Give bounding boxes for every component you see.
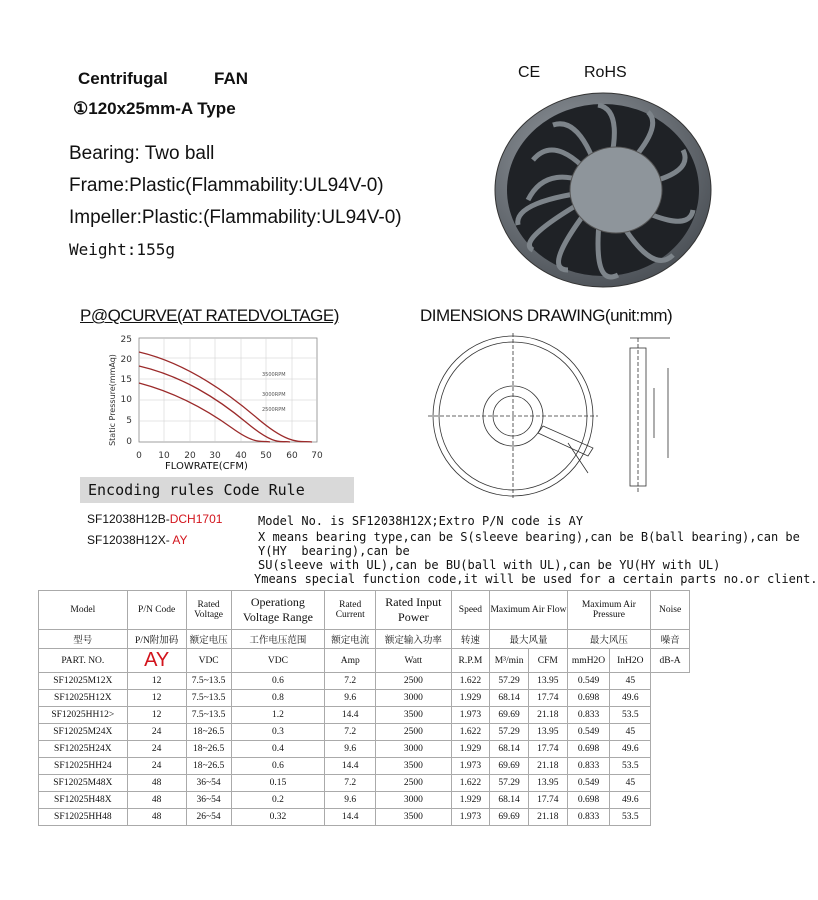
col-op-voltage: Operationg Voltage Range [231, 591, 325, 630]
unit-cell: M³/min [490, 649, 529, 673]
table-cell: 14.4 [325, 707, 376, 724]
spec-impeller: Impeller:Plastic:(Flammability:UL94V-0) [69, 207, 402, 228]
table-cell: 36~54 [186, 792, 231, 809]
table-cell: 0.32 [231, 809, 325, 826]
table-cell: 45 [610, 775, 651, 792]
table-cell: 53.5 [610, 758, 651, 775]
unit-cell: R.P.M [451, 649, 490, 673]
table-row [39, 707, 690, 724]
table-cell: 0.698 [567, 741, 610, 758]
table-cell: 1.929 [451, 792, 490, 809]
table-cell: SF12025HH48 [39, 809, 128, 826]
table-cell: 12 [127, 707, 186, 724]
col-pn-cn: P/N附加码 [127, 630, 186, 649]
y-tick: 20 [120, 355, 132, 365]
curve-label: 3000RPM [262, 392, 286, 398]
y-axis-label: Static Pressure(mmAq) [108, 354, 117, 446]
table-cell: 24 [127, 758, 186, 775]
table-cell: 53.5 [610, 809, 651, 826]
encoding-desc-3: Y(HY bearing),can be [258, 544, 410, 558]
table-cell: SF12025M12X [39, 673, 128, 690]
table-cell: SF12025HH12> [39, 707, 128, 724]
dimensions-title: DIMENSIONS DRAWING(unit:mm) [420, 306, 673, 325]
unit-cell: dB-A [651, 649, 690, 673]
ce-badge: CE [518, 64, 541, 81]
col-rated-current-cn: 额定电流 [325, 630, 376, 649]
table-cell: 68.14 [490, 792, 529, 809]
table-cell: 0.833 [567, 809, 610, 826]
table-cell: 9.6 [325, 741, 376, 758]
col-model-cn: 型号 [39, 630, 128, 649]
x-tick: 30 [209, 451, 221, 461]
table-cell: 0.2 [231, 792, 325, 809]
table-row [39, 809, 690, 826]
col-airflow: Maximum Air Flow [490, 591, 567, 630]
table-cell: 69.69 [490, 758, 529, 775]
units-row [39, 649, 690, 673]
table-cell: 0.698 [567, 792, 610, 809]
x-tick: 70 [311, 451, 323, 461]
product-type: FAN [214, 69, 248, 88]
table-cell: 49.6 [610, 690, 651, 707]
fan-photo [488, 90, 714, 290]
table-cell: 24 [127, 724, 186, 741]
table-cell: 0.3 [231, 724, 325, 741]
table-cell: 3500 [376, 758, 451, 775]
y-tick: 25 [120, 335, 132, 345]
table-row [39, 758, 690, 775]
table-row [39, 690, 690, 707]
y-tick: 5 [126, 416, 132, 426]
unit-cell: mmH2O [567, 649, 610, 673]
col-rated-voltage: Rated Voltage [186, 591, 231, 630]
table-cell: 1.2 [231, 707, 325, 724]
table-cell: 45 [610, 724, 651, 741]
table-cell: 12 [127, 690, 186, 707]
x-tick: 20 [184, 451, 196, 461]
table-cell: 0.833 [567, 758, 610, 775]
spec-table [38, 590, 690, 826]
dimensions-drawing [418, 328, 698, 498]
table-cell: 69.69 [490, 809, 529, 826]
unit-cell: PART. NO. [39, 649, 128, 673]
table-cell: 3000 [376, 741, 451, 758]
spec-bearing: Bearing: Two ball [69, 143, 215, 164]
col-noise: Noise [651, 591, 690, 630]
table-row [39, 775, 690, 792]
table-cell: 0.6 [231, 673, 325, 690]
encoding-desc-4: SU(sleeve with UL),can be BU(ball with UL),can be YU(HY with UL) [258, 558, 721, 572]
encoding-title: Encoding rules Code Rule [80, 477, 354, 503]
table-cell: SF12025M24X [39, 724, 128, 741]
table-cell: 68.14 [490, 741, 529, 758]
table-cell: 17.74 [528, 741, 567, 758]
table-cell: 2500 [376, 724, 451, 741]
col-rated-power: Rated Input Power [376, 591, 451, 630]
table-cell: 0.698 [567, 690, 610, 707]
code-example-2-suffix: AY [169, 533, 188, 547]
table-cell: 36~54 [186, 775, 231, 792]
code-example-2 [87, 533, 188, 547]
table-cell: 3500 [376, 809, 451, 826]
model-size: ①120x25mm-A Type [73, 99, 236, 118]
table-cell: 49.6 [610, 741, 651, 758]
y-tick: 15 [120, 375, 132, 385]
table-cell: 1.622 [451, 673, 490, 690]
table-cell: 9.6 [325, 792, 376, 809]
table-cell: 49.6 [610, 792, 651, 809]
spec-frame: Frame:Plastic(Flammability:UL94V-0) [69, 175, 384, 196]
table-cell: 13.95 [528, 724, 567, 741]
table-cell: 3500 [376, 707, 451, 724]
unit-cell: CFM [528, 649, 567, 673]
code-example-1 [87, 512, 222, 526]
table-cell: 1.622 [451, 724, 490, 741]
table-cell: 57.29 [490, 673, 529, 690]
table-row [39, 792, 690, 809]
table-cell: SF12025H48X [39, 792, 128, 809]
table-cell: 3000 [376, 792, 451, 809]
table-header-row-cn [39, 630, 690, 649]
table-cell: 24 [127, 741, 186, 758]
table-cell: 0.4 [231, 741, 325, 758]
x-tick: 0 [136, 451, 142, 461]
col-pressure-cn: 最大风压 [567, 630, 651, 649]
table-cell: 13.95 [528, 673, 567, 690]
table-cell: 48 [127, 809, 186, 826]
col-op-voltage-cn: 工作电压范围 [231, 630, 325, 649]
table-cell: 21.18 [528, 707, 567, 724]
unit-cell: InH2O [610, 649, 651, 673]
table-cell: 7.2 [325, 775, 376, 792]
y-tick: 10 [120, 395, 132, 405]
table-cell: 17.74 [528, 792, 567, 809]
table-cell: SF12025H24X [39, 741, 128, 758]
x-axis-label: FLOWRATE(CFM) [165, 461, 248, 472]
table-cell: 57.29 [490, 724, 529, 741]
table-header-row [39, 591, 690, 630]
table-cell: 57.29 [490, 775, 529, 792]
curve-3500rpm [139, 352, 312, 442]
table-cell: 18~26.5 [186, 724, 231, 741]
encoding-desc-5: Ymeans special function code,it will be used for a certain parts no.or client. [254, 572, 818, 586]
table-cell: 13.95 [528, 775, 567, 792]
table-cell: 21.18 [528, 758, 567, 775]
code-example-2-prefix: SF12038H12X- [87, 533, 170, 547]
table-cell: 3000 [376, 690, 451, 707]
table-cell: 26~54 [186, 809, 231, 826]
table-cell: 7.5~13.5 [186, 707, 231, 724]
curve-label: 3500RPM [262, 372, 286, 378]
table-cell: 21.18 [528, 809, 567, 826]
encoding-desc-1: Model No. is SF12038H12X;Extro P/N code is AY [258, 514, 584, 528]
x-tick: 50 [260, 451, 272, 461]
unit-cell: VDC [231, 649, 325, 673]
curve-label: 2500RPM [262, 407, 286, 413]
encoding-desc-2: X means bearing type,can be S(sleeve bearing),can be B(ball bearing),can be [258, 530, 800, 544]
table-cell: 7.5~13.5 [186, 673, 231, 690]
table-cell: 1.973 [451, 809, 490, 826]
table-row [39, 724, 690, 741]
col-pn: P/N Code [127, 591, 186, 630]
table-cell: 14.4 [325, 758, 376, 775]
table-cell: 7.5~13.5 [186, 690, 231, 707]
spec-weight: Weight:155g [69, 240, 175, 259]
table-cell: 14.4 [325, 809, 376, 826]
x-tick: 60 [286, 451, 298, 461]
product-category: Centrifugal [78, 69, 168, 88]
table-cell: SF12025HH24 [39, 758, 128, 775]
table-cell: 7.2 [325, 673, 376, 690]
pn-code-ay: AY [127, 649, 186, 673]
code-example-1-prefix: SF12038H12B- [87, 512, 170, 526]
table-cell: 45 [610, 673, 651, 690]
col-speed: Speed [451, 591, 490, 630]
col-rated-power-cn: 额定输入功率 [376, 630, 451, 649]
table-cell: 17.74 [528, 690, 567, 707]
table-cell: 68.14 [490, 690, 529, 707]
table-cell: 0.549 [567, 775, 610, 792]
table-cell: 1.929 [451, 741, 490, 758]
table-cell: 53.5 [610, 707, 651, 724]
x-tick: 10 [158, 451, 170, 461]
pq-curve-title: P@QCURVE(AT RATEDVOLTAGE) [80, 306, 339, 325]
table-row [39, 741, 690, 758]
table-cell: 0.6 [231, 758, 325, 775]
col-model: Model [39, 591, 128, 630]
col-airflow-cn: 最大风量 [490, 630, 567, 649]
table-cell: 0.15 [231, 775, 325, 792]
x-tick: 40 [235, 451, 247, 461]
table-cell: 18~26.5 [186, 741, 231, 758]
table-cell: 1.973 [451, 707, 490, 724]
table-cell: 1.622 [451, 775, 490, 792]
table-cell: 2500 [376, 673, 451, 690]
table-row [39, 673, 690, 690]
table-cell: 48 [127, 775, 186, 792]
code-example-1-suffix: DCH1701 [169, 512, 223, 526]
pq-curve-chart [102, 328, 342, 476]
unit-cell: Amp [325, 649, 376, 673]
table-cell: 0.549 [567, 673, 610, 690]
table-cell: 69.69 [490, 707, 529, 724]
col-rated-current: Rated Current [325, 591, 376, 630]
col-rated-voltage-cn: 额定电压 [186, 630, 231, 649]
table-cell: 0.8 [231, 690, 325, 707]
table-cell: 12 [127, 673, 186, 690]
rohs-badge: RoHS [584, 64, 627, 81]
table-cell: 1.973 [451, 758, 490, 775]
unit-cell: VDC [186, 649, 231, 673]
table-cell: 48 [127, 792, 186, 809]
table-cell: SF12025H12X [39, 690, 128, 707]
col-speed-cn: 转速 [451, 630, 490, 649]
table-cell: 7.2 [325, 724, 376, 741]
table-cell: 0.549 [567, 724, 610, 741]
table-cell: 9.6 [325, 690, 376, 707]
table-cell: 0.833 [567, 707, 610, 724]
table-cell: 1.929 [451, 690, 490, 707]
col-pressure: Maximum Air Pressure [567, 591, 651, 630]
table-cell: 2500 [376, 775, 451, 792]
unit-cell: Watt [376, 649, 451, 673]
y-tick: 0 [126, 437, 132, 447]
table-cell: SF12025M48X [39, 775, 128, 792]
table-cell: 18~26.5 [186, 758, 231, 775]
col-noise-cn: 噪音 [651, 630, 690, 649]
